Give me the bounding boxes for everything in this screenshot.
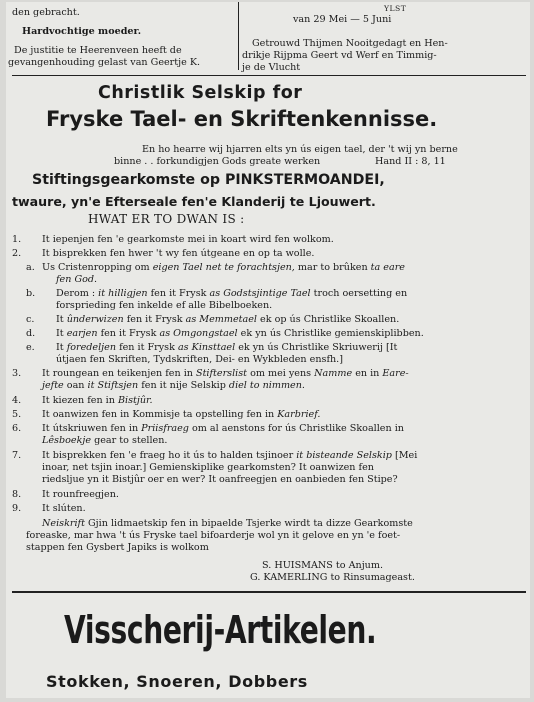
item-number: 4. [12,395,22,406]
item-number: 8. [12,489,22,500]
right-column-heading: YLST [384,4,407,13]
postscript: Neiskrift Gjin lidmaetskip fen in bipaelde Tsjerke wirdt ta dizze Gearkomste [42,518,413,529]
agenda-item: It bisprekken fen hwer 't wy fen útgeane en op ta wolle. [42,248,315,259]
top-columns [6,2,530,78]
right-column-line: je de Vlucht [242,62,301,73]
right-column-dates: van 29 Mei — 5 Juni [293,14,392,25]
item-number: 6. [12,423,22,434]
right-column-line: Getrouwd Thijmen Nooitgedagt en Hen- [252,38,448,49]
item-letter: c. [26,314,35,325]
agenda-item: It kiezen fen in Bistjûr. [42,395,153,406]
agenda-subitem: It earjen fen it Frysk as Omgongstael ek yn ús Christlike gemienskiplibben. [56,328,424,339]
left-column-line: den gebracht. [12,7,80,18]
signature: S. HUISMANS to Anjum. [262,560,383,571]
advert-subtitle: Stokken, Snoeren, Dobbers [46,672,308,691]
meeting-heading: Stiftingsgearkomste op PINKSTERMOANDEI, [32,172,385,188]
announcement-subtitle: Fryske Tael- en Skriftenkennisse. [46,107,438,131]
item-letter: b. [26,288,36,299]
agenda-subitem: It foredeljen fen it Frysk as Kinsttael ek yn ús Christlike Skriuwerij [It [56,342,398,353]
meeting-location: twaure, yn'e Efterseale fen'e Klanderij te Ljouwert. [12,194,376,209]
agenda-item: It rounfreegjen. [42,489,119,500]
right-column-line: drikje Rijpma Geert vd Werf en Timmig- [242,50,437,61]
agenda-item: It iepenjen fen 'e gearkomste mei in koart wird fen wolkom. [42,234,334,245]
agenda-subitem: It ûnderwizen fen it Frysk as Memmetael ek op ús Christlike Skoallen. [56,314,400,325]
agenda-subitem: Derom : it hilligjen fen it Frysk as Godstsjintige Tael troch oersetting en [56,288,408,299]
agenda-subitem: Us Cristenropping om eigen Tael net te forachtsjen, mar to brûken ta eare [42,262,405,273]
item-number: 1. [12,234,22,245]
agenda-item-cont: jefte oan it Stiftsjen fen it nije Selskip diel to nimmen. [42,380,305,391]
agenda-subitem-cont: útjaen fen Skriften, Tydskriften, Dei- en Wykbleden ensfh.] [56,354,343,365]
postscript-cont: foreaske, mar hwa 't ús Fryske tael bifoarderje wol yn it gelove en yn 'e foet- [26,530,401,541]
agenda-item: It roungean en teikenjen fen in Stifterslist om mei yens Namme en in Eare- [42,368,409,379]
item-letter: a. [26,262,35,273]
newspaper-page [6,2,530,698]
rule [12,591,526,593]
agenda-item: It bisprekken fen 'e fraeg ho it ús to halden tsjinoer it bisteande Selskip [Mei [42,450,418,461]
item-number: 3. [12,368,22,379]
agenda-heading: HWAT ER TO DWAN IS : [88,212,245,226]
item-letter: e. [26,342,35,353]
item-number: 9. [12,503,22,514]
item-number: 2. [12,248,22,259]
item-number: 7. [12,450,22,461]
motto-reference: Hand II : 8, 11 [375,156,446,167]
motto-line: binne . . forkundigjen Gods greate werken [114,156,321,167]
postscript-cont: stappen fen Gysbert Japiks is wolkom [26,542,209,553]
rule [12,75,526,76]
agenda-item: It oanwizen fen in Kommisje ta opstelling fen in Karbrief. [42,409,321,420]
announcement-title: Christlik Selskip for [98,83,303,103]
advert-title: Visscherij-Artikelen. [64,608,377,652]
agenda-item-cont: inoar, net tsjin inoar.] Gemienskiplike gearkomsten? It oanwizen fen [42,462,374,473]
item-letter: d. [26,328,36,339]
agenda-item-cont: riedsljue yn it Bistjûr oer en wer? It oanfreegjen en oanbieden fen Stipe? [42,474,398,485]
agenda-subitem-cont: forsprieding fen inkelde ef alle Bibelboeken. [56,300,273,311]
agenda-item: It slúten. [42,503,86,514]
agenda-item: It útskriuwen fen in Priisfraeg om al aenstons for ús Christlike Skoallen in [42,423,404,434]
left-column-heading: Hardvochtige moeder. [22,26,142,37]
agenda-item-cont: Lêsboekje gear to stellen. [42,435,168,446]
left-column-line: gevangenhouding gelast van Geertje K. [8,57,201,68]
item-number: 5. [12,409,22,420]
signature: G. KAMERLING to Rinsumageast. [250,572,415,583]
left-column-line: De justitie te Heerenveen heeft de [14,45,182,56]
column-divider [238,2,239,70]
agenda-subitem-cont: fen God. [56,274,98,285]
motto-line: En ho hearre wij hjarren elts yn ús eigen tael, der 't wij yn berne [142,144,458,155]
